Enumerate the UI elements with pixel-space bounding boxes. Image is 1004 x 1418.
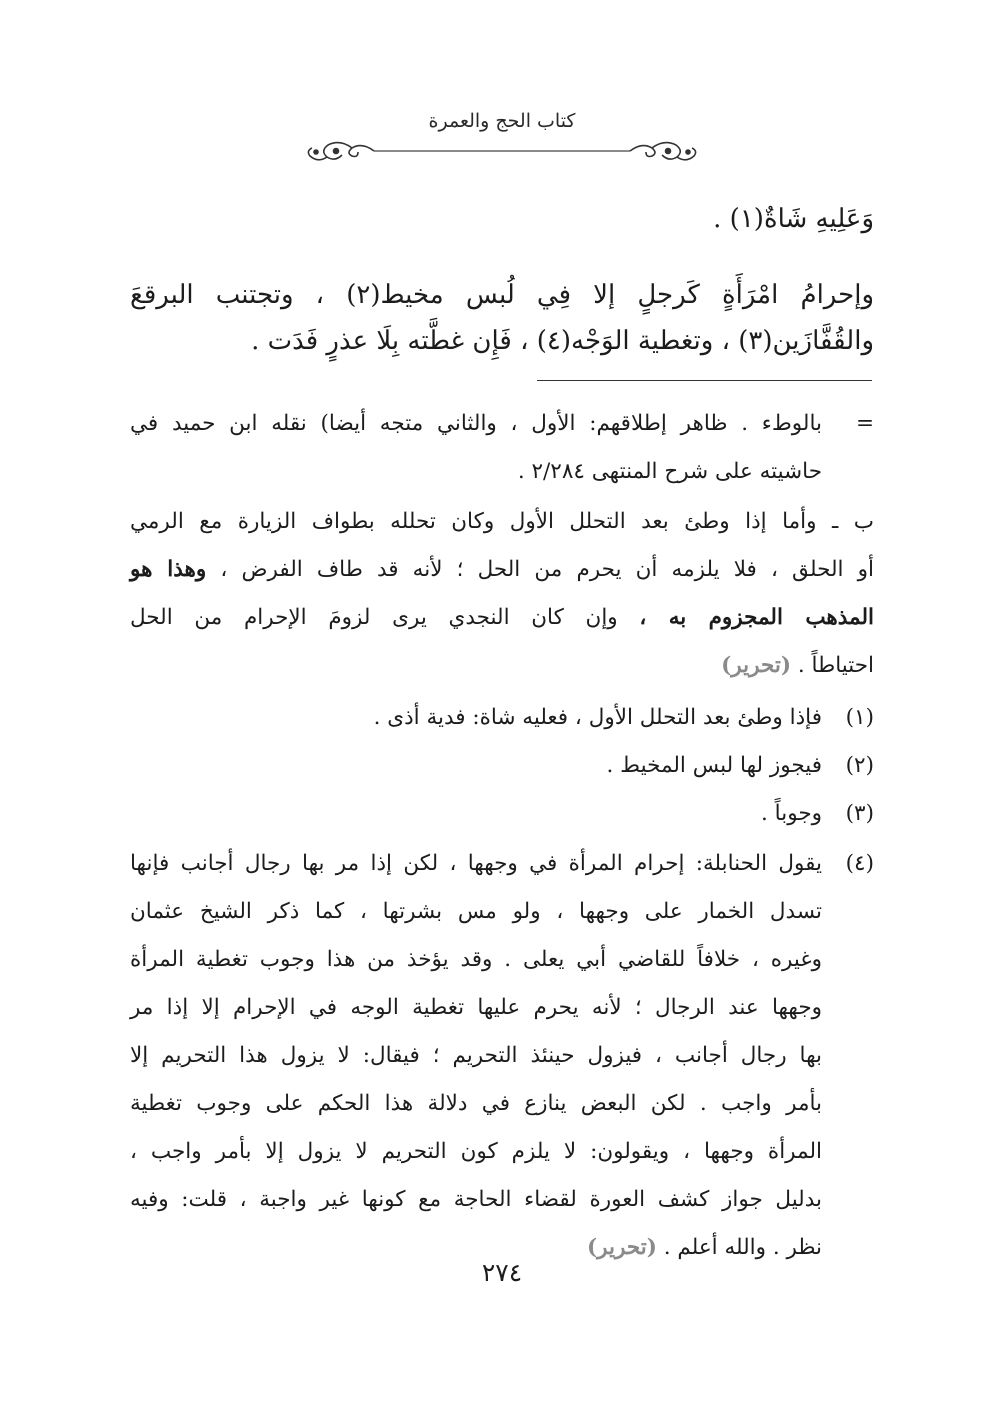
footnote-line: بدليل جواز كشف العورة لقضاء الحاجة مع كونها غير واجبة ، قلت: وفيه: [130, 1187, 822, 1212]
footnote-continuation: [130, 400, 874, 496]
page-number: ٢٧٤: [481, 1258, 523, 1287]
footnote-separator: [537, 380, 872, 381]
tahrir-tag: (تحرير): [586, 1235, 657, 1260]
footnote-marker: (٤): [845, 851, 874, 876]
footnote-line: وغيره ، خلافاً للقاضي أبي يعلى . وقد يؤخذ من هذا وجوب تغطية المرأة: [130, 947, 822, 972]
footnote-line: تسدل الخمار على وجهها ، ولو مس بشرتها ، كما ذكر الشيخ عثمان: [130, 899, 822, 924]
main-paragraph: [130, 272, 874, 364]
footnote-marker: (٢): [845, 753, 874, 778]
bold-text: وهذا هو: [130, 557, 207, 582]
footnote-line: وجهها عند الرجال ؛ لأنه يحرم عليها تغطية الوجه في الإحرام إلا إذا مر: [130, 995, 822, 1020]
footnote-text: نظر . والله أعلم .: [663, 1235, 822, 1260]
footnote-3: [130, 790, 874, 838]
footnote-line: بالوطء . ظاهر إطلاقهم: الأول ، والثاني متجه أيضا) نقله ابن حميد في: [130, 411, 822, 436]
footnote-line: بها رجال أجانب ، فيزول حينئذ التحريم ؛ فيقال: لا يزول هذا التحريم إلا: [130, 1043, 822, 1068]
footnote-line: حاشيته على شرح المنتهى ٢/٢٨٤ .: [517, 459, 822, 484]
bold-text: المذهب المجزوم به ،: [639, 605, 875, 630]
footnote-1: [130, 694, 874, 742]
footnote-line: وجوباً .: [761, 801, 822, 826]
footnote-line: فيجوز لها لبس المخيط .: [606, 753, 822, 778]
footnote-marker: (١): [845, 705, 874, 730]
tahrir-tag: (تحرير): [721, 653, 792, 678]
verse-line: والقُفَّازَين(٣) ، وتغطية الوَجْه(٤) ، فَإِن غطَّته بِلَا عذرٍ فَدَت .: [251, 326, 874, 356]
header-title: كتاب الحج والعمرة: [428, 110, 576, 132]
footnote-text: وإن كان النجدي يرى لزومَ الإحرام من الحل: [130, 605, 618, 630]
verse-line: وَعَلِيهِ شَاةٌ(١) .: [713, 204, 874, 234]
continuation-marker: =: [855, 411, 874, 436]
verse-line: وإحرامُ امْرَأَةٍ كَرجلٍ إلا فِي لُبس مخيط(٢) ، وتجتنب البرقعَ: [130, 280, 874, 310]
footnote-marker: (٣): [845, 801, 874, 826]
footnote-line: يقول الحنابلة: إحرام المرأة في وجهها ، لكن إذا مر بها رجال أجانب فإنها: [130, 851, 822, 876]
footnote-line: [130, 594, 874, 642]
footnote-line: فإذا وطئ بعد التحلل الأول ، فعليه شاة: فدية أذى .: [373, 705, 822, 730]
footnote-text: احتياطاً .: [797, 653, 874, 678]
footnote-2: [130, 742, 874, 790]
header-ornament-icon: [300, 136, 704, 166]
footnote-4: [130, 840, 874, 1272]
footnote-line: ب ـ وأما إذا وطئ بعد التحلل الأول وكان تحلله بطواف الزيارة مع الرمي: [130, 509, 874, 534]
footnote-section-b: [130, 498, 874, 690]
footnote-line: [130, 642, 874, 690]
footnote-line: بأمر واجب . لكن البعض ينازع في دلالة هذا الحكم على وجوب تغطية: [130, 1091, 822, 1116]
footnote-text: أو الحلق ، فلا يلزمه أن يحرم من الحل ؛ لأنه قد طاف الفرض ،: [220, 557, 874, 582]
running-header: [300, 108, 704, 168]
footnote-line: المرأة وجهها ، ويقولون: لا يلزم كون التحريم لا يزول إلا بأمر واجب ،: [130, 1139, 822, 1164]
main-text-line: [130, 196, 874, 242]
footnote-line: [130, 546, 874, 594]
